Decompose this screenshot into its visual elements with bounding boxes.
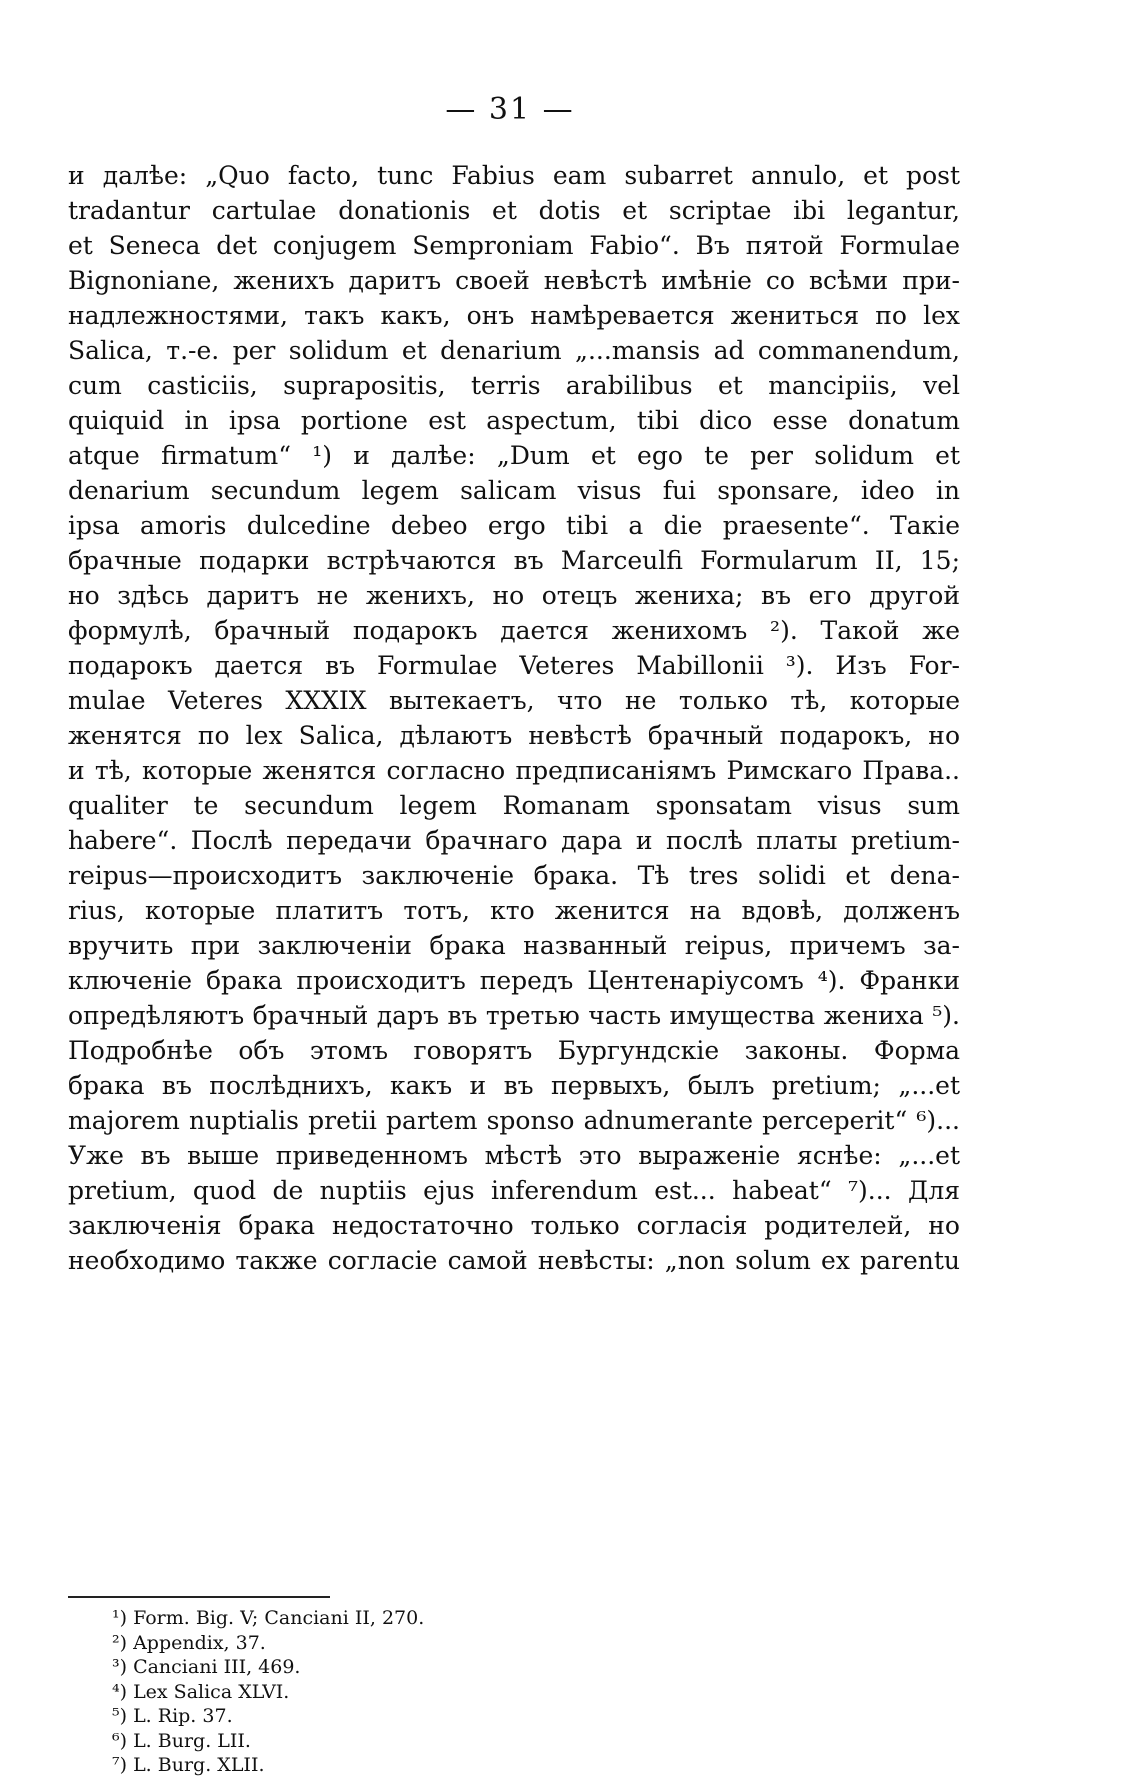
text-line: Уже въ выше приведенномъ мѣстѣ это выраженіе яснѣе: „...et	[68, 1141, 960, 1170]
text-line: reipus—происходитъ заключеніе брака. Тѣ tres solidi et dena-	[68, 861, 960, 890]
text-line: и тѣ, которые женятся согласно предписаніямъ Римскаго Права..	[68, 756, 960, 785]
footnote-divider	[68, 1596, 330, 1598]
text-line: женятся по lex Salica, дѣлаютъ невѣстѣ брачный подарокъ, но	[68, 721, 960, 750]
text-line: Bignoniane, женихъ даритъ своей невѣстѣ имѣніе со всѣми при-	[68, 266, 960, 295]
text-line: брачные подарки встрѣчаются въ Marceulfi Formularum II, 15;	[68, 546, 960, 575]
text-line: cum casticiis, suprapositis, terris arabilibus et mancipiis, vel	[68, 371, 960, 400]
text-line: tradantur cartulae donationis et dotis et scriptae ibi legantur,	[68, 196, 960, 225]
text-line: подарокъ дается въ Formulae Veteres Mabillonii ³). Изъ For-	[68, 651, 960, 680]
text-line: qualiter te secundum legem Romanam sponsatam visus sum	[68, 791, 960, 820]
footnote: ⁶) L. Burg. LII.	[112, 1729, 251, 1752]
text-line: rius, которые платитъ тотъ, кто женится на вдовѣ, долженъ	[68, 896, 960, 925]
text-line: pretium, quod de nuptiis ejus inferendum est... habeat“ ⁷)... Для	[68, 1176, 960, 1205]
footnote: ²) Appendix, 37.	[112, 1631, 266, 1654]
text-line: необходимо также согласіе самой невѣсты: „non solum ex parentu	[68, 1246, 960, 1275]
text-line: Подробнѣе объ этомъ говорятъ Бургундскіе законы. Форма	[68, 1036, 960, 1065]
text-line: надлежностями, такъ какъ, онъ намѣревается жениться по lex	[68, 301, 960, 330]
footnotes	[112, 1606, 712, 1778]
text-line: но здѣсь даритъ не женихъ, но отецъ жениха; въ его другой	[68, 581, 960, 610]
footnote: ⁵) L. Rip. 37.	[112, 1705, 233, 1727]
text-line: опредѣляютъ брачный даръ въ третью часть имущества жениха ⁵).	[68, 1001, 960, 1030]
footnote: ⁷) L. Burg. XLII.	[112, 1754, 265, 1776]
text-line: habere“. Послѣ передачи брачнаго дара и послѣ платы pretium-	[68, 826, 960, 855]
text-line: брака въ послѣднихъ, какъ и въ первыхъ, былъ pretium; „...et	[68, 1071, 960, 1100]
text-line: ipsa amoris dulcedine debeo ergo tibi a die praesente“. Такіе	[68, 511, 960, 540]
footnote: ³) Canciani III, 469.	[112, 1656, 301, 1678]
body-text	[68, 158, 960, 1278]
text-line: заключенія брака недостаточно только согласія родителей, но	[68, 1211, 960, 1240]
footnote: ¹) Form. Big. V; Canciani II, 270.	[112, 1607, 425, 1629]
text-line: et Seneca det conjugem Semproniam Fabio“. Въ пятой Formulae	[68, 231, 960, 260]
text-line: atque firmatum“ ¹) и далѣе: „Dum et ego te per solidum et	[68, 441, 960, 470]
text-line: Salica, т.-е. per solidum et denarium „...mansis ad commanendum,	[68, 336, 960, 365]
text-line: и далѣе: „Quo facto, tunc Fabius eam subarret annulo, et post	[68, 161, 960, 190]
text-line: вручить при заключеніи брака названный reipus, причемъ за-	[68, 931, 960, 960]
text-line: mulae Veteres XXXIX вытекаетъ, что не только тѣ, которые	[68, 686, 960, 715]
text-line: quiquid in ipsa portione est aspectum, tibi dico esse donatum	[68, 406, 960, 435]
text-line: majorem nuptialis pretii partem sponso adnumerante perceperit“ ⁶)...	[68, 1106, 960, 1135]
page-number: — 31 —	[445, 92, 575, 127]
text-line: ключеніе брака происходитъ передъ Центенаріусомъ ⁴). Франки	[68, 966, 960, 995]
text-line: denarium secundum legem salicam visus fui sponsare, ideo in	[68, 476, 960, 505]
footnote: ⁴) Lex Salica XLVI.	[112, 1680, 290, 1703]
text-line: формулѣ, брачный подарокъ дается женихомъ ²). Такой же	[68, 616, 960, 645]
